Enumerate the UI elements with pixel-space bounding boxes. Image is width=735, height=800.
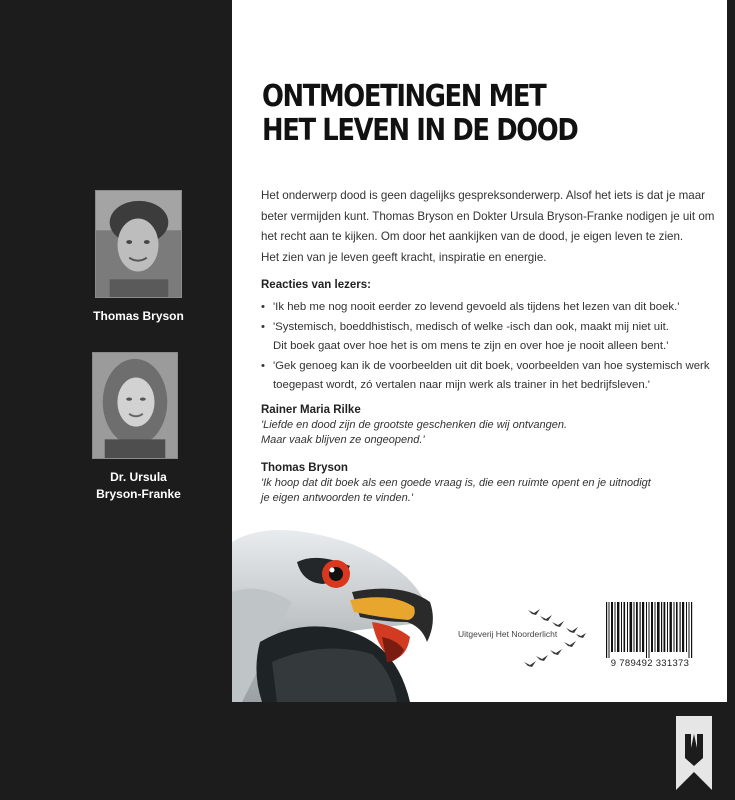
bullet-icon: •	[261, 320, 265, 333]
dark-right-edge	[727, 0, 735, 702]
isbn-barcode	[602, 602, 698, 658]
reactions-heading: Reacties van lezers:	[261, 279, 371, 291]
author-name-ursula-bryson-franke	[60, 469, 217, 503]
reaction-line: 'Ik heb me nog nooit eerder zo levend gevoeld als tijdens het lezen van dit boek.'	[273, 301, 680, 313]
reaction-line: 'Systemisch, boeddhistisch, medisch of welke -isch dan ook, maakt mij niet uit.	[273, 320, 669, 333]
author-name-line: Bryson-Franke	[96, 487, 181, 501]
reaction-line: 'Gek genoeg kan ik de voorbeelden uit dit boek, voorbeelden van hoe systemisch werk	[273, 359, 710, 372]
quote-line: 'Liefde en dood zijn de grootste geschenken die wij ontvangen.	[261, 419, 568, 431]
intro-line: beter vermijden kunt. Thomas Bryson en Dokter Ursula Bryson-Franke nodigen je uit om	[261, 209, 715, 223]
author-name-line: Thomas Bryson	[93, 309, 184, 323]
quote-text-rilke	[261, 418, 567, 448]
book-title	[262, 80, 702, 148]
reaction-line: toegepast wordt, zó vertalen naar mijn werk als trainer in het bedrijfsleven.'	[273, 379, 650, 391]
quote-author-bryson: Thomas Bryson	[261, 462, 348, 474]
bookmark-ribbon-icon	[672, 716, 716, 790]
isbn-number: 9 789492 331373	[610, 658, 690, 669]
bullet-icon: •	[261, 359, 265, 372]
reaction-line: Dit boek gaat over hoe het is om mens te zijn en over hoe je nooit alleen bent.'	[273, 340, 669, 352]
intro-line: Het zien van je leven geeft kracht, inspiratie en energie.	[261, 250, 547, 264]
intro-paragraph	[261, 186, 715, 268]
reactions-list	[261, 298, 711, 396]
intro-line: het recht aan te kijken. Om door het aankijken van de dood, je eigen leven te zien.	[261, 230, 684, 243]
eagle-head-photo	[232, 522, 437, 702]
reaction-item	[261, 318, 711, 357]
thomas-bryson-portrait	[95, 190, 182, 298]
ursula-bryson-franke-portrait	[92, 352, 178, 459]
quote-line: 'Ik hoop dat dit boek als een goede vraag is, die een ruimte opent en je uitnodigt	[261, 477, 651, 489]
author-name-thomas-bryson	[60, 308, 217, 325]
reaction-item	[261, 357, 711, 396]
intro-line: Het onderwerp dood is geen dagelijks gespreksonderwerp. Alsof het iets is dat je maar	[261, 189, 706, 202]
dark-bottom-band	[0, 702, 735, 800]
quote-text-bryson	[261, 476, 651, 506]
quote-line: je eigen antwoorden te vinden.'	[261, 492, 413, 504]
reaction-item	[261, 298, 711, 318]
quote-author-rilke: Rainer Maria Rilke	[261, 404, 361, 416]
book-title-line: HET LEVEN IN DE DOOD	[262, 113, 578, 148]
bullet-icon: •	[261, 301, 265, 313]
publisher-name: Uitgeverij Het Noorderlicht	[458, 629, 558, 639]
quote-line: Maar vaak blijven ze ongeopend.'	[261, 434, 425, 446]
book-title-line: ONTMOETINGEN MET	[262, 79, 546, 114]
author-name-line: Dr. Ursula	[110, 470, 167, 484]
